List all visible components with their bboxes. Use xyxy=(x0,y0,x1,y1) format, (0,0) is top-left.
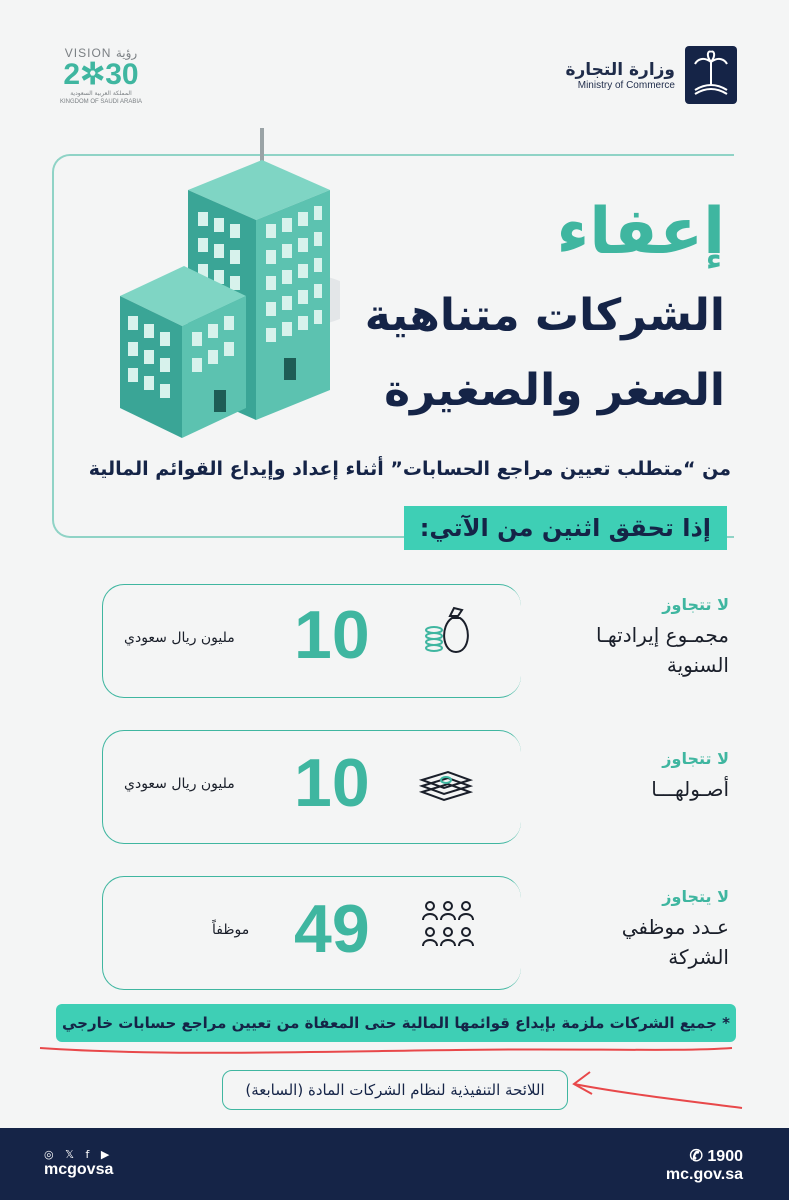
vision-year: 2✲30 xyxy=(63,58,139,91)
vision-sub-en: KINGDOM OF SAUDI ARABIA xyxy=(59,99,142,105)
revenue-unit: مليون ريال سعودي xyxy=(124,630,235,646)
footer-social xyxy=(44,1148,113,1179)
row-label-assets: لا تتجاوز أصـولهـــا xyxy=(651,749,729,801)
website-link[interactable]: mc.gov.sa xyxy=(665,1166,743,1183)
note-banner: * جميع الشركات ملزمة بإيداع قوائمها المالية حتى المعفاة من تعيين مراجع حسابات خارجي xyxy=(56,1004,736,1042)
row-label-revenue: لا تتجاوز مجمـوع إيرادتهـا السنوية xyxy=(595,595,729,677)
footer-contact xyxy=(666,1146,743,1184)
social-handle[interactable]: mcgovsa xyxy=(44,1161,114,1178)
assets-limit-value: 10 xyxy=(294,745,370,821)
ministry-name-en: Ministry of Commerce xyxy=(577,79,675,91)
phone-number[interactable]: ✆ 1900 xyxy=(689,1148,743,1165)
ministry-name-ar: وزارة التجارة xyxy=(565,59,675,80)
palm-swords-emblem-icon xyxy=(685,46,737,104)
people-group-icon xyxy=(420,898,476,954)
title-line-2: الشركات متناهية xyxy=(364,290,725,341)
cash-stack-icon xyxy=(418,756,474,812)
vision-label: VISION رؤية xyxy=(64,46,138,60)
red-arrow-annotation xyxy=(566,1060,746,1120)
money-bag-icon xyxy=(420,604,476,660)
ministry-logo xyxy=(565,46,737,104)
subtitle: من “متطلب تعيين مراجع الحسابات” أثناء إعداد وإيداع القوائم المالية xyxy=(88,458,731,480)
title-line-3: الصغر والصغيرة xyxy=(384,365,725,416)
employees-unit: موظفاً xyxy=(212,922,250,938)
condition-banner: إذا تحقق اثنين من الآتي: xyxy=(404,506,727,550)
assets-unit: مليون ريال سعودي xyxy=(124,776,235,792)
revenue-limit-value: 10 xyxy=(294,597,370,673)
vision-2030-logo xyxy=(56,46,146,108)
title-exemption: إعفاء xyxy=(556,195,725,269)
employees-limit-value: 49 xyxy=(294,891,370,967)
regulation-reference: اللائحة التنفيذية لنظام الشركات المادة (السابعة) xyxy=(222,1070,568,1110)
social-icons[interactable]: ◎ 𝕏 f ▶ xyxy=(44,1148,114,1161)
buildings-illustration xyxy=(100,120,340,450)
vision-sub-ar: المملكة العربية السعودية xyxy=(70,90,132,97)
row-label-employees: لا يتجاوز عـدد موظفي الشركة xyxy=(621,887,729,969)
